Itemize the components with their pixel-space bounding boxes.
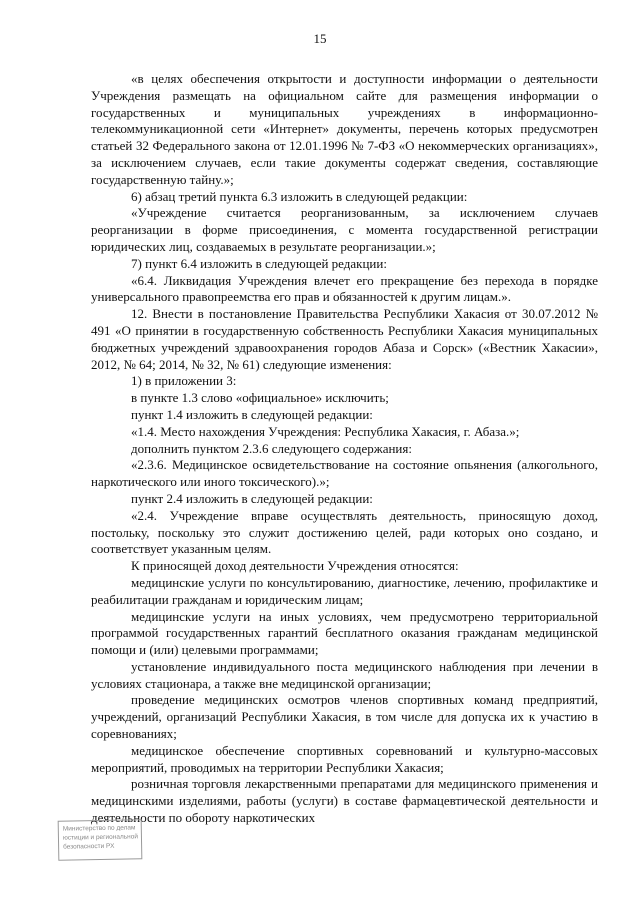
paragraph: «в целях обеспечения открытости и доступности информации о деятельности Учреждения размещать на официальном сайте для размещения информации о государственных и муниципальных учреждениях в информационно-телекоммуникационной сети «Интернет» документы, перечень которых предусмотрен статьей 32 Федерального закона от 12.01.1996 № 7-ФЗ «О некоммерческих организациях», за исключением случаев, если такие документы содержат сведения, составляющие государственную тайну.»; [91, 71, 598, 187]
paragraph: «2.4. Учреждение вправе осуществлять деятельность, приносящую доход, постольку, поскольку это служит достижению целей, ради которых оно создано, и соответствует указанным целям. [91, 507, 598, 557]
paragraph: 1) в приложении 3: [131, 373, 237, 389]
paragraph: дополнить пунктом 2.3.6 следующего содержания: [131, 440, 412, 456]
paragraph: 12. Внести в постановление Правительства Республики Хакасия от 30.07.2012 № 491 «О принятии в государственную собственность Республики Хакасия муниципальных бюджетных учреждений здравоохранения городов Абаза и Сорск» («Вестник Хакасии», 2012, № 64; 2014, № 32, № 61) следующие изменения: [91, 306, 598, 372]
paragraph: пункт 1.4 изложить в следующей редакции: [131, 406, 373, 422]
stamp-line: безопасности РХ [63, 842, 115, 851]
paragraph: К приносящей доход деятельности Учреждения относятся: [131, 558, 459, 574]
paragraph: медицинские услуги на иных условиях, чем предусмотрено территориальной программой государственных гарантий бесплатного оказания гражданам медицинской помощи и (или) целевыми программами; [91, 608, 598, 658]
paragraph: «1.4. Место нахождения Учреждения: Республика Хакасия, г. Абаза.»; [131, 423, 520, 439]
paragraph: в пункте 1.3 слово «официальное» исключить; [131, 390, 389, 406]
stamp-line: Министерство по делам [62, 824, 136, 833]
paragraph: розничная торговля лекарственными препаратами для медицинского применения и медицинскими изделиями, работы (услуги) в составе фармацевтической деятельности и деятельности по обороту наркотических [91, 776, 598, 826]
paragraph: «2.3.6. Медицинское освидетельствование на состояние опьянения (алкогольного, наркотического или иного токсического).»; [91, 457, 598, 490]
paragraph: проведение медицинских осмотров членов спортивных команд предприятий, учреждений, организаций Республики Хакасия, в том числе для допуска их к участию в соревнованиях; [91, 692, 598, 742]
paragraph: установление индивидуального поста медицинского наблюдения при лечении в условиях стационара, а также вне медицинской организации; [91, 658, 598, 691]
paragraph: «6.4. Ликвидация Учреждения влечет его прекращение без перехода в порядке универсального правопреемства его прав и обязанностей к другим лицам.». [91, 272, 598, 305]
registration-stamp [58, 819, 143, 860]
paragraph: 7) пункт 6.4 изложить в следующей редакции: [131, 255, 387, 271]
paragraph: «Учреждение считается реорганизованным, за исключением случаев реорганизации в форме присоединения, с момента государственной регистрации юридических лиц, создаваемых в результате реорганизации.»; [91, 205, 598, 254]
stamp-line: юстиции и региональной [62, 833, 139, 842]
paragraph: медицинские услуги по консультированию, диагностике, лечению, профилактике и реабилитации гражданам и юридическим лицам; [91, 574, 598, 607]
paragraph: 6) абзац третий пункта 6.3 изложить в следующей редакции: [131, 188, 468, 204]
paragraph: пункт 2.4 изложить в следующей редакции: [131, 490, 373, 506]
document-body [91, 71, 598, 827]
paragraph: медицинское обеспечение спортивных соревнований и культурно-массовых мероприятий, проводимых на территории Республики Хакасия; [91, 742, 598, 775]
page-number: 15 [313, 31, 327, 46]
